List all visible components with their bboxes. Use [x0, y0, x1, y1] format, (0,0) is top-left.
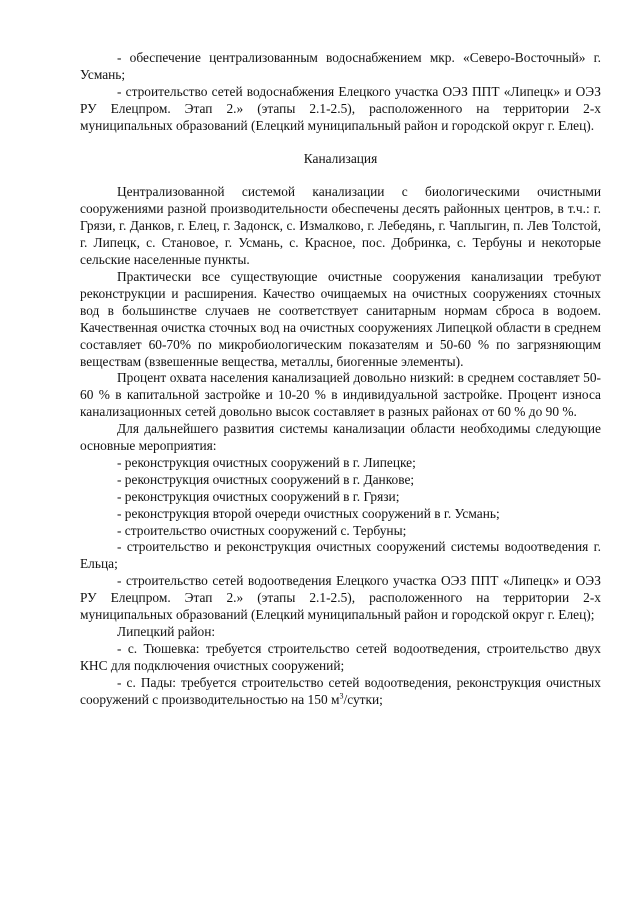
cubic-superscript: 3 — [339, 691, 344, 701]
subsection-label: Липецкий район: — [117, 624, 216, 639]
list-item: - строительство сетей водоотведения Елецкого участка ОЭЗ ППТ «Липецк» и ОЭЗ РУ Елецпром. Этап 2.» (этапы 2.1-2.5), расположенного на территории 2-х муниципальных образований (Елецкий муниципальный район и городской округ г. Елец); — [80, 573, 601, 623]
paragraph-coverage-wear: Процент охвата населения канализацией довольно низкий: в среднем составляет 50-60 % в капитальной застройке и 10-20 % в индивидуальной застройке. Процент износа канализационных сетей довольно высок составляет в разных районах от 60 % до 90 %. — [80, 370, 601, 420]
list-item: - реконструкция очистных сооружений в г. Грязи; — [117, 488, 400, 504]
paragraph-usman-water-supply: - обеспечение централизованным водоснабжением мкр. «Северо-Восточный» г. Усмань; — [80, 50, 601, 82]
list-item: - реконструкция очистных сооружений в г. Данкове; — [117, 471, 415, 487]
section-title: Канализация — [303, 150, 378, 166]
paragraph-treatment-quality: Практически все существующие очистные сооружения канализации требуют реконструкции и расширения. Качество очищаемых на очистных сооружениях сточных вод в большинстве случаев не соответствует санитарным нормам сброса в водоем. Качественная очистка сточных вод на очистных сооружениях Липецкой области в среднем составляет 60-70% по микробиологическим показателям и 50-60 % по загрязняющим веществам (взвешенные вещества, металлы, биогенные элементы). — [80, 268, 601, 369]
pady-text: - с. Пады: требуется строительство сетей водоотведения, реконструкция очистных сооружений с производительностью на 150 м — [80, 674, 601, 707]
list-item-pady — [80, 675, 601, 709]
list-item: - реконструкция второй очереди очистных сооружений в г. Усмань; — [117, 505, 500, 521]
paragraph-yelets-water-networks: - строительство сетей водоснабжения Елецкого участка ОЭЗ ППТ «Липецк» и ОЭЗ РУ Елецпром. Этап 2.» (этапы 2.1-2.5), расположенного на территории 2-х муниципальных образований (Елецкий муниципальный район и городской округ г. Елец). — [80, 83, 601, 133]
paragraph-measures-intro: Для дальнейшего развития системы канализации области необходимы следующие основные мероприятия: — [80, 421, 601, 454]
list-item: - реконструкция очистных сооружений в г. Липецке; — [117, 454, 416, 470]
document-body — [80, 50, 601, 709]
list-item: - с. Тюшевка: требуется строительство сетей водоотведения, строительство двух КНС для подключения очистных сооружений; — [80, 640, 601, 673]
paragraph-centralized-sewerage: Централизованной системой канализации с биологическими очистными сооружениями разной производительности обеспечены десять районных центров, в т.ч.: г. Грязи, г. Данков, г. Елец, г. Задонск, с. Измалково, г. Лебедянь, г. Чаплыгин, п. Лев Толстой, г. Липецк, с. Становое, г. Усмань, с. Красное, пос. Добринка, с. Тербуны и некоторые сельские населенные пункты. — [80, 184, 601, 268]
pady-unit-text: /сутки; — [343, 691, 383, 707]
list-item: - строительство очистных сооружений с. Тербуны; — [117, 522, 407, 538]
list-item: - строительство и реконструкция очистных сооружений системы водоотведения г. Ельца; — [80, 539, 601, 572]
